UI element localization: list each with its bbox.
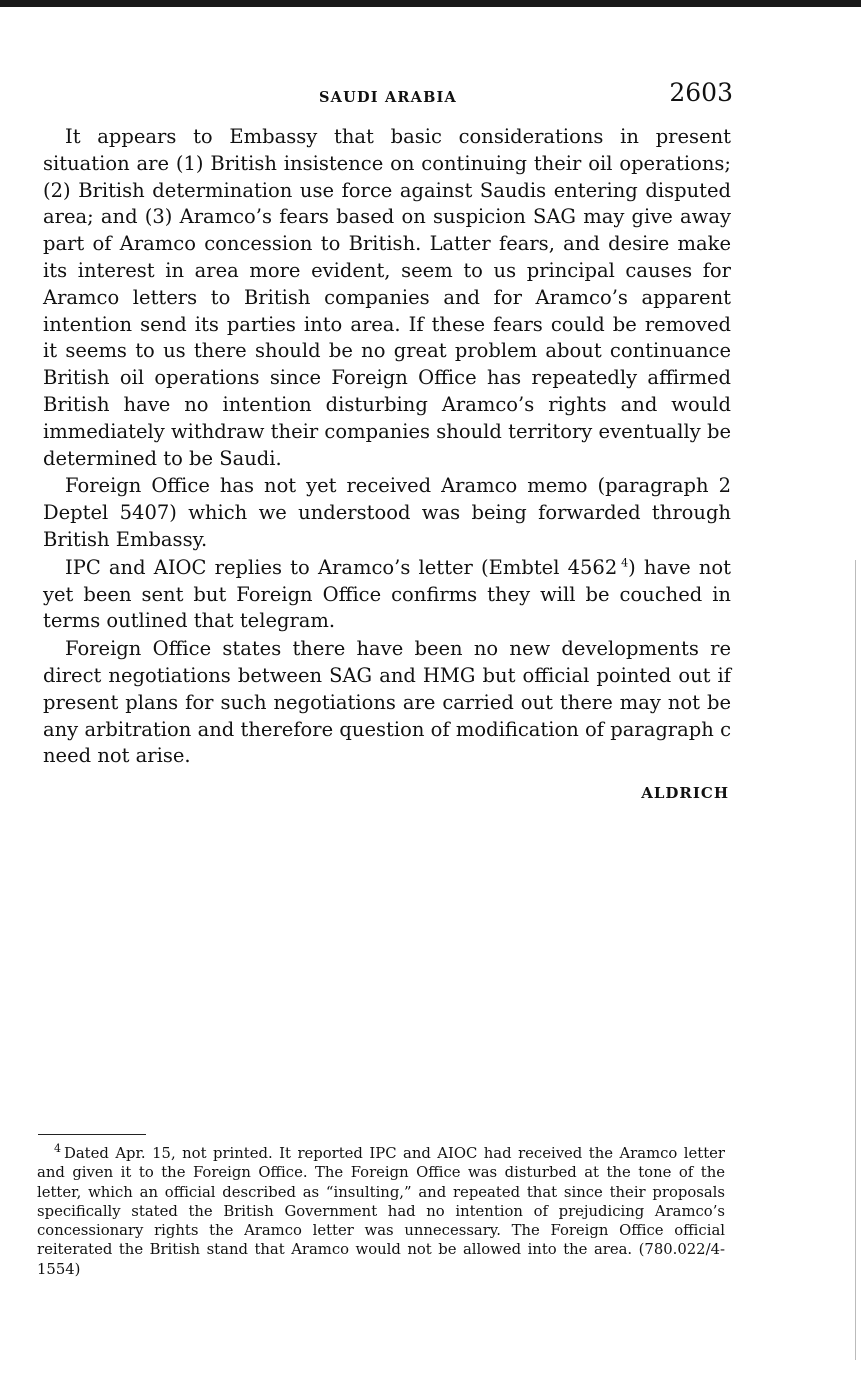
paragraph-3-after: ) have not yet been sent but Foreign Office confirms they will be couched in terms outlined that telegram. (43, 555, 731, 633)
page-header (43, 78, 733, 114)
body-text (43, 124, 731, 802)
paragraph-1: It appears to Embassy that basic considerations in present situation are (1) British insistence on continuing their oil operations; (2) British determination use force against Saudis entering disputed area; and (3) Aramco’s fears based on suspicion SAG may give away part of Aramco concession to British. Latter fears, and desire make its interest in area more evident, seem to us principal causes for Aramco letters to British companies and for Aramco’s apparent intention send its parties into area. If these fears could be removed it seems to us there should be no great problem about continuance British oil operations since Foreign Office has repeatedly affirmed British have no intention disturbing Aramco’s rights and would immediately withdraw their companies should territory eventually be determined to be Saudi. (43, 125, 731, 470)
paragraph-4: Foreign Office states there have been no new developments re direct negotiations between SAG and HMG but official pointed out if present plans for such negotiations are carried out there may not be any arbitration and therefore question of modification of paragraph c need not arise. (43, 637, 731, 768)
footnote (37, 1144, 725, 1279)
running-head: SAUDI ARABIA (318, 89, 457, 106)
footnote-marker: 4 (54, 1142, 61, 1156)
paragraph-3-before: IPC and AIOC replies to Aramco’s letter (Embtel 4562 (65, 555, 618, 579)
signature: ALDRICH (641, 784, 729, 803)
paragraph-2: Foreign Office has not yet received Aramco memo (paragraph 2 Deptel 5407) which we understood was being forwarded through British Embassy. (43, 474, 731, 551)
page-number: 2603 (669, 78, 733, 107)
paragraph-3 (43, 555, 731, 635)
top-border (0, 0, 861, 7)
footnote-text: Dated Apr. 15, not printed. It reported IPC and AIOC had received the Aramco letter and given it to the Foreign Office. The Foreign Office was disturbed at the tone of the letter, which an official described as “insulting,” and repeated that since their proposals specifically stated the British Government had no intention of prejudicing Aramco’s concessionary rights the Aramco letter was unnecessary. The Foreign Office official reiterated the British stand that Aramco would not be allowed into the area. (780.022/4-1554) (37, 1145, 725, 1278)
footnote-reference[interactable]: 4 (621, 556, 629, 570)
footnote-divider (38, 1134, 146, 1135)
page-edge-mark (855, 560, 856, 1360)
